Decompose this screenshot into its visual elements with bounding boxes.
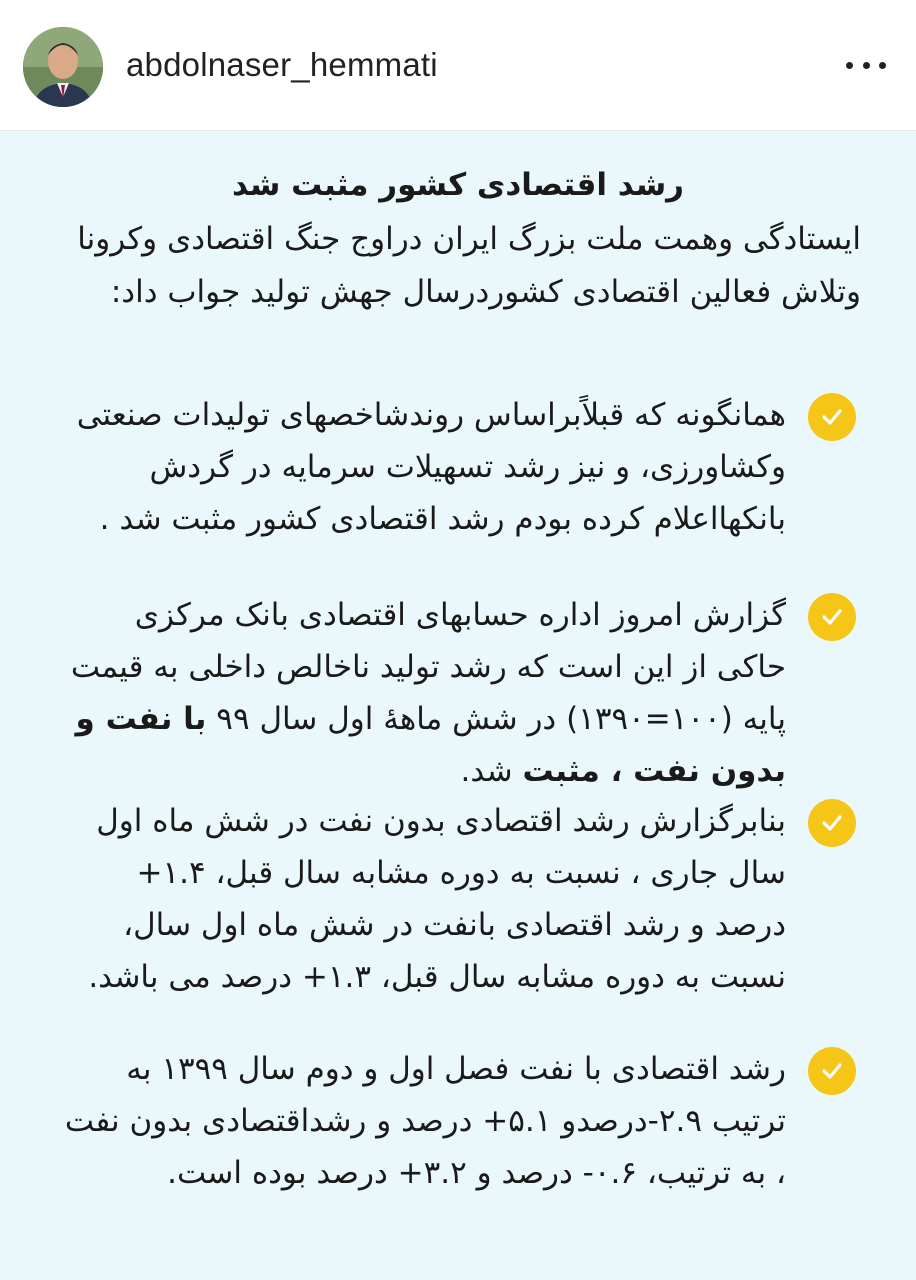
list-item bbox=[60, 795, 856, 1003]
dot bbox=[879, 62, 886, 69]
check-icon bbox=[808, 1047, 856, 1095]
list-item-text-main: گزارش امروز اداره حسابهای اقتصادی بانک مرکزی حاکی از این است که رشد تولید ناخالص داخلی به قیمت پایه (۱۰۰=۱۳۹۰) در شش ماهۀ اول سال ۹۹ bbox=[70, 597, 786, 737]
post-header bbox=[0, 0, 916, 131]
list-item-text: رشد اقتصادی با نفت فصل اول و دوم سال ۱۳۹۹ به ترتیب ۲.۹-درصدو ۵.۱+ درصد و رشداقتصادی بدون نفت ، به ترتیب، ۰.۶- درصد و ۳.۲+ درصد بوده است. bbox=[64, 1051, 786, 1191]
post-intro: ایستادگی وهمت ملت بزرگ ایران دراوج جنگ اقتصادی وکرونا وتلاش فعالین اقتصادی کشوردرسال جهش تولید جواب داد: bbox=[77, 221, 861, 310]
username[interactable]: abdolnaser_hemmati bbox=[126, 46, 438, 83]
check-icon bbox=[808, 593, 856, 641]
list-item-text-tail: شد. bbox=[460, 753, 523, 789]
list-item bbox=[60, 1043, 856, 1199]
list-item-text: همانگونه که قبلاًبراساس روندشاخصهای تولیدات صنعتی وکشاورزی، و نیز رشد تسهیلات سرمایه در گردش بانکهااعلام کرده بودم رشد اقتصادی کشور مثبت شد . bbox=[76, 397, 786, 537]
avatar[interactable] bbox=[23, 27, 103, 107]
post-image bbox=[0, 131, 916, 1280]
check-icon bbox=[808, 799, 856, 847]
dot bbox=[863, 62, 870, 69]
more-options-icon[interactable] bbox=[846, 50, 886, 80]
list-item bbox=[60, 389, 856, 545]
list-item-text bbox=[60, 589, 856, 797]
avatar-photo-icon bbox=[23, 27, 103, 107]
post-title: رشد اقتصادی کشور مثبت شد bbox=[231, 167, 685, 203]
list-item bbox=[60, 589, 856, 797]
list-item-text-bold: با نفت و بدون نفت ، مثبت bbox=[75, 701, 786, 789]
check-icon bbox=[808, 393, 856, 441]
dot bbox=[846, 62, 853, 69]
list-item-text: بنابرگزارش رشد اقتصادی بدون نفت در شش ماه اول سال جاری ، نسبت به دوره مشابه سال قبل، ۱.۴+ درصد و رشد اقتصادی بانفت در شش ماه اول سال، نسبت به دوره مشابه سال قبل، ۱.۳+ درصد می باشد. bbox=[88, 803, 786, 995]
